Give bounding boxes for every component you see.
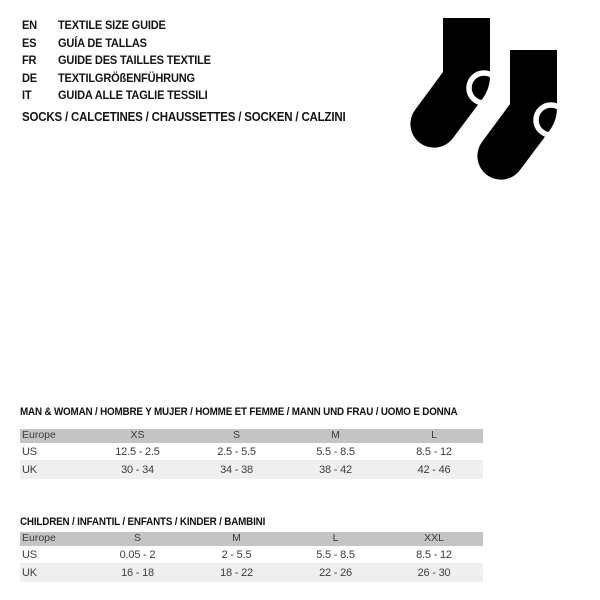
size-cell: 8.5 - 12 — [385, 546, 483, 564]
language-row-de — [22, 70, 224, 88]
adult-table-title: MAN & WOMAN / HOMBRE Y MUJER / HOMME ET FEMME / MANN UND FRAU / UOMO E DONNA — [20, 406, 458, 418]
size-cell: 42 - 46 — [385, 461, 483, 479]
size-cell: 22 - 26 — [286, 564, 385, 582]
column-header: S — [187, 429, 286, 443]
size-cell: 16 - 18 — [88, 564, 187, 582]
size-cell: 2 - 5.5 — [187, 546, 286, 564]
size-cell: 8.5 - 12 — [385, 443, 483, 461]
adult-size-table — [20, 429, 483, 479]
sock-front — [410, 18, 499, 148]
language-label: TEXTILGRÖßENFÜHRUNG — [58, 70, 195, 85]
size-cell: 0.05 - 2 — [88, 546, 187, 564]
language-list — [22, 17, 224, 105]
size-cell: 2.5 - 5.5 — [187, 443, 286, 461]
language-row-fr — [22, 52, 224, 70]
region-cell: US — [20, 443, 88, 461]
language-label: GUÍA DE TALLAS — [58, 35, 147, 50]
column-header: XXL — [385, 532, 483, 546]
column-header: M — [286, 429, 385, 443]
language-code: ES — [22, 35, 37, 50]
language-label: GUIDA ALLE TAGLIE TESSILI — [58, 88, 208, 102]
region-cell: UK — [20, 461, 88, 479]
children-size-table — [20, 532, 483, 582]
children-table-title: CHILDREN / INFANTIL / ENFANTS / KINDER / BAMBINI — [20, 516, 266, 528]
region-cell: US — [20, 546, 88, 564]
language-code: IT — [22, 88, 32, 102]
column-header: M — [187, 532, 286, 546]
region-cell: UK — [20, 564, 88, 582]
category-title: SOCKS / CALCETINES / CHAUSSETTES / SOCKEN / CALZINI — [22, 110, 346, 124]
language-code: DE — [22, 70, 37, 85]
size-cell: 5.5 - 8.5 — [286, 443, 385, 461]
language-label: TEXTILE SIZE GUIDE — [58, 18, 166, 32]
language-row-en — [22, 17, 224, 35]
column-header-region: Europe — [20, 429, 88, 443]
column-header: L — [385, 429, 483, 443]
column-header: S — [88, 532, 187, 546]
size-cell: 34 - 38 — [187, 461, 286, 479]
socks-icon — [403, 10, 573, 185]
size-cell: 18 - 22 — [187, 564, 286, 582]
size-cell: 38 - 42 — [286, 461, 385, 479]
column-header: L — [286, 532, 385, 546]
language-code: EN — [22, 18, 37, 32]
language-code: FR — [22, 53, 37, 67]
size-cell: 5.5 - 8.5 — [286, 546, 385, 564]
language-row-it — [22, 87, 224, 105]
column-header-region: Europe — [20, 532, 88, 546]
size-cell: 26 - 30 — [385, 564, 483, 582]
size-cell: 30 - 34 — [88, 461, 187, 479]
language-label: GUIDE DES TAILLES TEXTILE — [58, 53, 211, 67]
column-header: XS — [88, 429, 187, 443]
size-cell: 12.5 - 2.5 — [88, 443, 187, 461]
language-row-es — [22, 35, 224, 53]
